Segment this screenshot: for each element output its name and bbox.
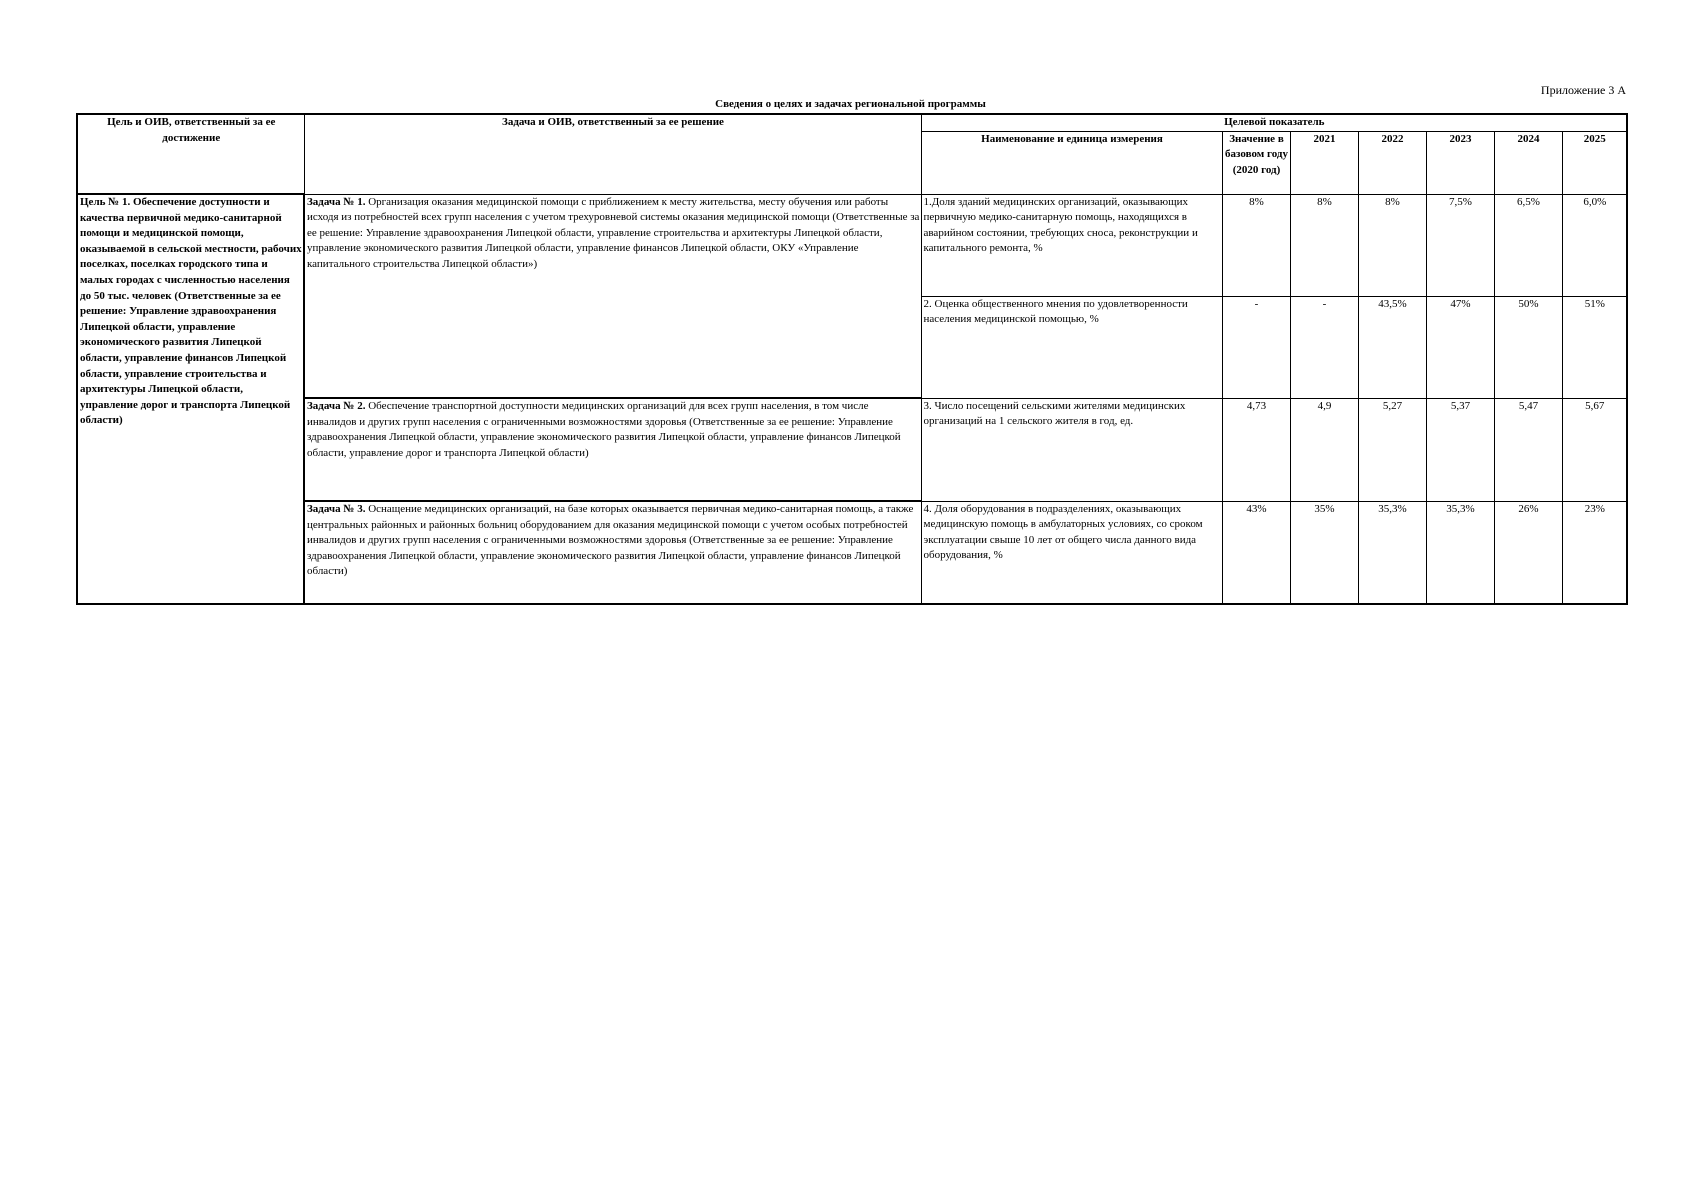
indicator-value-2022: 43,5% [1358,296,1426,398]
header-year-2021: 2021 [1290,131,1358,194]
indicator-value-2022: 5,27 [1358,398,1426,501]
header-task: Задача и ОИВ, ответственный за ее решение [304,114,921,194]
indicator-value-2024: 5,47 [1494,398,1562,501]
header-year-2023: 2023 [1426,131,1494,194]
table-row [77,501,1627,604]
table-row [77,194,1627,296]
task-cell [304,194,921,398]
table-row [77,398,1627,501]
indicator-name: 2. Оценка общественного мнения по удовлетворенности населения медицинской помощью, % [921,296,1222,398]
header-name-unit: Наименование и единица измерения [921,131,1222,194]
task-text: Организация оказания медицинской помощи с приближением к месту жительства, месту обучения или работы исходя из потребностей всех групп населения с учетом трехуровневой системы оказания медицинской помощи (Ответственные за ее решение: Управление здравоохранения Липецкой области, управление строительства и архитектуры Липецкой области, управление экономического развития Липецкой области, управление финансов Липецкой области, ОКУ «Управление капитального строительства Липецкой области») [307,195,920,270]
indicator-value-2025: 5,67 [1562,398,1627,501]
indicator-name: 4. Доля оборудования в подразделениях, оказывающих медицинскую помощь в амбулаторных условиях, со сроком эксплуатации свыше 10 лет от общего числа данного вида оборудования, % [921,501,1222,604]
goal-cell: Цель № 1. Обеспечение доступности и качества первичной медико-санитарной помощи и медицинской помощи, оказываемой в сельской местности, рабочих поселках, поселках городского типа и малых городах с численностью населения до 50 тыс. человек (Ответственные за ее решение: Управление здравоохранения Липецкой области, управление экономического развития Липецкой области, управление финансов Липецкой области, управление строительства и архитектуры Липецкой области, управление дорог и транспорта Липецкой области) [77,194,304,604]
indicator-base-value: 43% [1222,501,1290,604]
indicator-value-2025: 6,0% [1562,194,1627,296]
indicator-value-2023: 47% [1426,296,1494,398]
indicator-value-2025: 23% [1562,501,1627,604]
goals-table [76,113,1628,605]
indicator-value-2024: 26% [1494,501,1562,604]
header-target-indicator: Целевой показатель [921,114,1627,131]
appendix-label: Приложение 3 А [1540,83,1626,97]
header-year-2025: 2025 [1562,131,1627,194]
task-label: Задача № 2. [307,400,366,413]
task-text: Обеспечение транспортной доступности медицинских организаций для всех групп населения, в том числе инвалидов и других групп населения с ограниченными возможностями здоровья (Ответственные за ее решение: Управление здравоохранения Липецкой области, управление экономического развития Липецкой области, управление финансов Липецкой области, управление дорог и транспорта Липецкой области) [307,400,901,459]
task-label: Задача № 3. [307,503,366,516]
indicator-value-2022: 8% [1358,194,1426,296]
task-label: Задача № 1. [307,195,366,208]
indicator-base-value: 4,73 [1222,398,1290,501]
task-text: Оснащение медицинских организаций, на базе которых оказывается первичная медико-санитарная помощь, а также центральных районных и районных больниц оборудованием для оказания медицинской помощи с учетом особых потребностей инвалидов и других групп населения с ограниченными возможностями здоровья (Ответственные за ее решение: Управление здравоохранения Липецкой области, управление экономического развития Липецкой области, управление финансов Липецкой области) [307,503,914,578]
indicator-value-2024: 50% [1494,296,1562,398]
indicator-value-2022: 35,3% [1358,501,1426,604]
indicator-value-2024: 6,5% [1494,194,1562,296]
indicator-value-2021: 8% [1290,194,1358,296]
indicator-base-value: - [1222,296,1290,398]
indicator-value-2021: 4,9 [1290,398,1358,501]
indicator-base-value: 8% [1222,194,1290,296]
header-year-2024: 2024 [1494,131,1562,194]
header-base-value: Значение в базовом году (2020 год) [1222,131,1290,194]
indicator-value-2023: 7,5% [1426,194,1494,296]
header-year-2022: 2022 [1358,131,1426,194]
indicator-value-2025: 51% [1562,296,1627,398]
task-cell [304,398,921,501]
indicator-value-2021: - [1290,296,1358,398]
task-cell [304,501,921,604]
document-title: Сведения о целях и задачах региональной программы [715,98,986,110]
header-goal: Цель и ОИВ, ответственный за ее достижение [77,114,304,194]
indicator-name: 1.Доля зданий медицинских организаций, оказывающих первичную медико-санитарную помощь, находящихся в аварийном состоянии, требующих сноса, реконструкции и капитального ремонта, % [921,194,1222,296]
indicator-value-2021: 35% [1290,501,1358,604]
indicator-name: 3. Число посещений сельскими жителями медицинских организаций на 1 сельского жителя в год, ед. [921,398,1222,501]
indicator-value-2023: 5,37 [1426,398,1494,501]
indicator-value-2023: 35,3% [1426,501,1494,604]
